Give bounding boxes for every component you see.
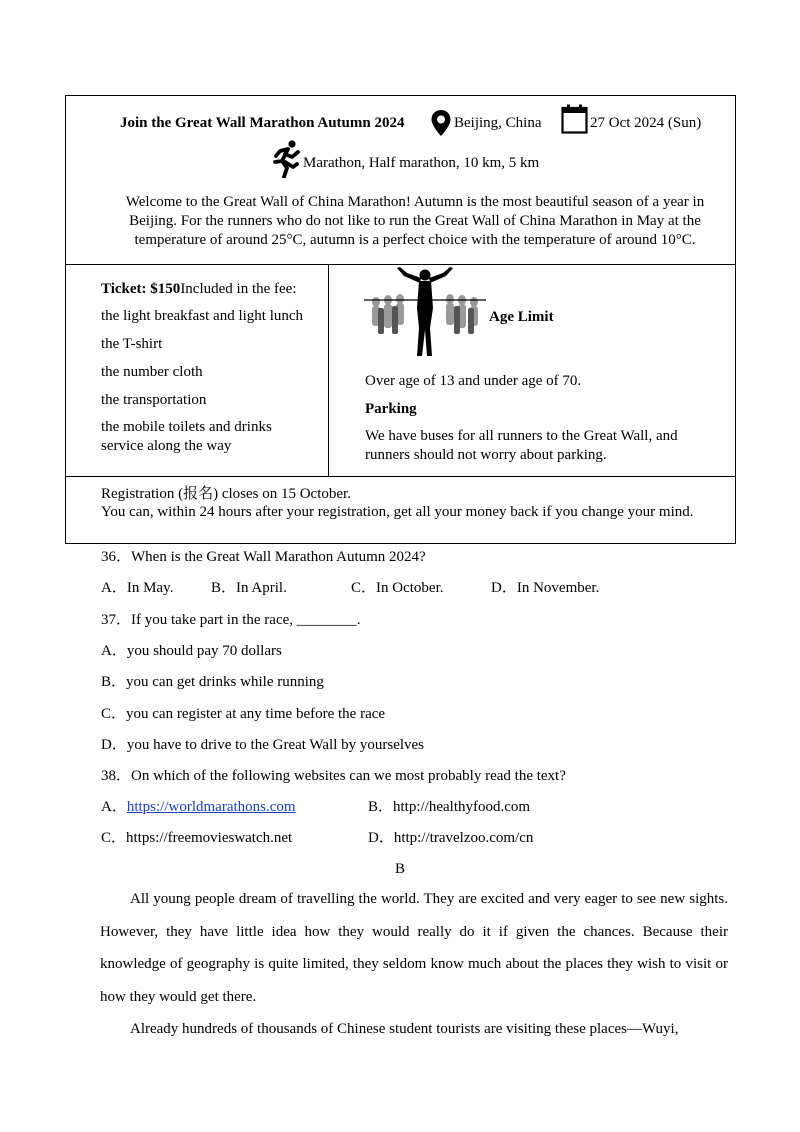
calendar-icon bbox=[561, 104, 588, 134]
parking-heading: Parking bbox=[365, 401, 417, 417]
passage-letter: B bbox=[395, 861, 406, 877]
finish-line-runners-image bbox=[364, 266, 486, 356]
age-limit-text: Over age of 13 and under age of 70. bbox=[365, 373, 582, 389]
option-b: B．http://healthyfood.com bbox=[368, 799, 531, 815]
divider bbox=[66, 476, 735, 477]
ticket-item: the number cloth bbox=[101, 364, 203, 380]
age-limit-heading: Age Limit bbox=[489, 309, 554, 325]
ticket-item: the light breakfast and light lunch bbox=[101, 308, 304, 324]
parking-text: We have buses for all runners to the Great Wall, and runners should not worry about parking. bbox=[365, 428, 678, 463]
event-distances: Marathon, Half marathon, 10 km, 5 km bbox=[303, 155, 540, 171]
ticket-line bbox=[101, 280, 297, 299]
option-d: D．In November. bbox=[491, 580, 600, 596]
ticket-price: Ticket: $150 bbox=[101, 281, 181, 297]
event-location: Beijing, China bbox=[454, 115, 542, 131]
runner-icon bbox=[271, 140, 303, 178]
ticket-included-label: Included in the fee: bbox=[180, 281, 297, 297]
worldmarathons-link[interactable]: https://worldmarathons.com bbox=[126, 799, 296, 815]
ticket-item: the transportation bbox=[101, 392, 207, 408]
option-a: A．In May. bbox=[101, 580, 174, 596]
option-c: C．https://freemovieswatch.net bbox=[101, 830, 293, 846]
option-a: A．you should pay 70 dollars bbox=[101, 643, 282, 659]
ticket-item: the mobile toilets and drinks service along the way bbox=[101, 419, 272, 454]
ticket-item: the T-shirt bbox=[101, 336, 163, 352]
question-38: 38．On which of the following websites can we most probably read the text? bbox=[101, 768, 566, 784]
registration-refund: You can, within 24 hours after your registration, get all your money back if you change your mind. bbox=[101, 504, 694, 520]
notice-title: Join the Great Wall Marathon Autumn 2024 bbox=[120, 115, 405, 131]
question-37: 37．If you take part in the race, ________. bbox=[101, 612, 361, 628]
option-d: D．http://travelzoo.com/cn bbox=[368, 830, 534, 846]
divider bbox=[66, 264, 735, 265]
question-36: 36．When is the Great Wall Marathon Autumn 2024? bbox=[101, 549, 426, 565]
registration-deadline: Registration (报名) closes on 15 October. bbox=[101, 486, 351, 502]
option-a bbox=[101, 798, 296, 817]
passage-paragraph: Already hundreds of thousands of Chinese student tourists are visiting these places—Wuyi, bbox=[130, 1021, 679, 1037]
map-pin-icon bbox=[430, 109, 452, 137]
option-b: B．In April. bbox=[211, 580, 287, 596]
option-a-label: A． bbox=[101, 799, 127, 815]
option-b: B．you can get drinks while running bbox=[101, 674, 324, 690]
welcome-paragraph: Welcome to the Great Wall of China Marathon! Autumn is the most beautiful season of a year in Beijing. For the runners who do not like to run the Great Wall of China Marathon in May at the temperature of around 25°C, autumn is a perfect choice with the temperature of around 10°C. bbox=[125, 194, 705, 248]
option-c: C．you can register at any time before the race bbox=[101, 706, 386, 722]
option-c: C．In October. bbox=[351, 580, 444, 596]
passage-paragraph: All young people dream of travelling the world. They are excited and very eager to see new sights. However, they have little idea how they would really do it if given the chances. Because their knowledge of geography is quite limited, they seldom know much about the places they wish to visit or how they would get there. bbox=[100, 891, 728, 1005]
event-date: 27 Oct 2024 (Sun) bbox=[590, 115, 702, 131]
divider bbox=[328, 264, 329, 476]
option-d: D．you have to drive to the Great Wall by yourselves bbox=[101, 737, 425, 753]
